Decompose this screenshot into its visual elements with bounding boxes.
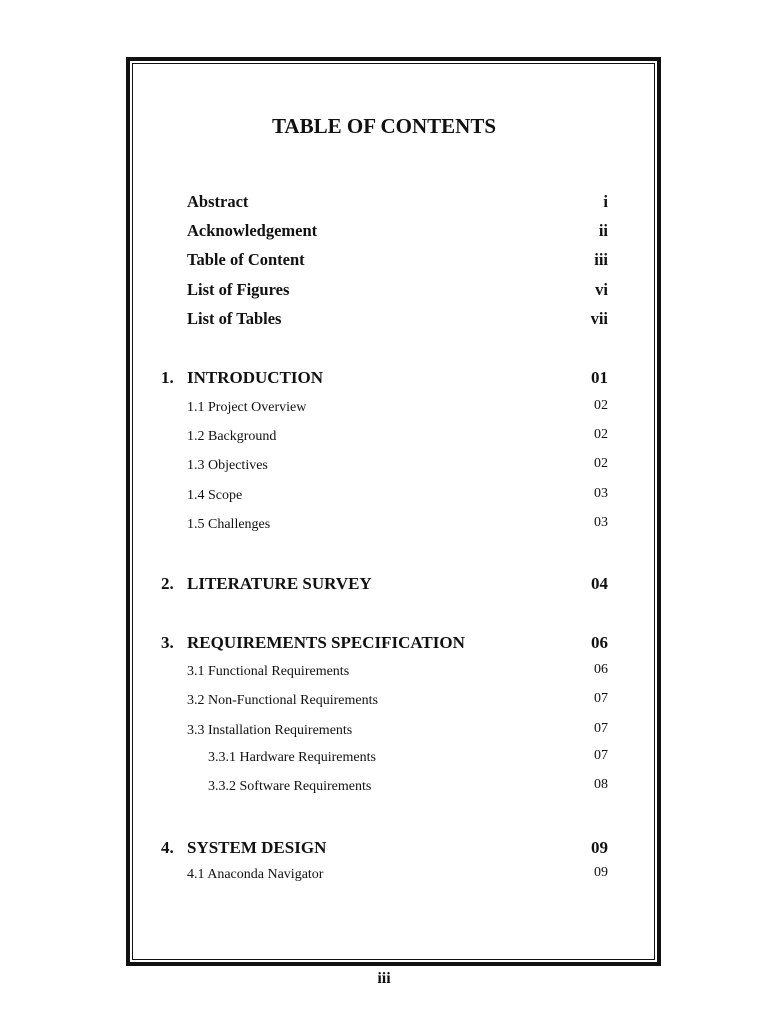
chapter-page: 06 (591, 633, 608, 652)
section-label: 1.2 Background (187, 429, 277, 444)
entry-page: vi (595, 280, 608, 299)
chapter-title: LITERATURE SURVEY (187, 574, 372, 593)
toc-section (0, 400, 768, 422)
section-page: 02 (594, 456, 608, 471)
chapter-number: 3. (161, 633, 174, 652)
chapter-page: 09 (591, 838, 608, 857)
section-label: 3.3 Installation Requirements (187, 723, 353, 738)
chapter-title: INTRODUCTION (187, 368, 324, 387)
subsection-label: 3.3.1 Hardware Requirements (208, 750, 376, 765)
page-number: iii (377, 970, 391, 987)
section-label: 3.1 Functional Requirements (187, 664, 350, 679)
entry-label: List of Figures (187, 280, 290, 299)
toc-entry-front (0, 192, 768, 214)
toc-chapter-heading (0, 368, 768, 390)
section-label: 1.4 Scope (187, 488, 243, 503)
chapter-title: REQUIREMENTS SPECIFICATION (187, 633, 465, 652)
toc-entry-front (0, 309, 768, 331)
entry-page: vii (590, 309, 608, 328)
chapter-number: 2. (161, 574, 174, 593)
entry-label: Abstract (187, 192, 249, 211)
toc-section (0, 458, 768, 480)
section-page: 02 (594, 398, 608, 413)
section-page: 06 (594, 662, 608, 677)
toc-entry-front (0, 221, 768, 243)
toc-subsection (0, 779, 768, 801)
toc-section (0, 517, 768, 539)
toc-title: TABLE OF CONTENTS (271, 114, 497, 138)
chapter-number: 4. (161, 838, 174, 857)
toc-section (0, 664, 768, 686)
toc-chapter-heading (0, 574, 768, 596)
section-page: 07 (594, 691, 608, 706)
subsection-page: 08 (594, 777, 608, 792)
section-label: 3.2 Non-Functional Requirements (187, 693, 378, 708)
toc-subsection (0, 750, 768, 772)
section-page: 02 (594, 427, 608, 442)
chapter-title: SYSTEM DESIGN (187, 838, 327, 857)
chapter-page: 04 (591, 574, 608, 593)
chapter-page: 01 (591, 368, 608, 387)
toc-section (0, 429, 768, 451)
toc-section (0, 723, 768, 745)
section-page: 07 (594, 721, 608, 736)
subsection-label: 3.3.2 Software Requirements (208, 779, 372, 794)
section-page: 09 (594, 865, 608, 880)
section-page: 03 (594, 486, 608, 501)
toc-section (0, 867, 768, 889)
section-page: 03 (594, 515, 608, 530)
entry-page: iii (594, 250, 608, 269)
entry-page: ii (598, 221, 608, 240)
section-label: 1.1 Project Overview (187, 400, 307, 415)
chapter-number: 1. (161, 368, 174, 387)
entry-label: List of Tables (187, 309, 282, 328)
toc-section (0, 693, 768, 715)
subsection-page: 07 (594, 748, 608, 763)
toc-section (0, 488, 768, 510)
section-label: 4.1 Anaconda Navigator (187, 867, 324, 882)
entry-page: i (603, 192, 608, 211)
toc-entry-front (0, 280, 768, 302)
toc-entry-front (0, 250, 768, 272)
toc-chapter-heading (0, 633, 768, 655)
entry-label: Table of Content (187, 250, 305, 269)
entry-label: Acknowledgement (187, 221, 318, 240)
toc-chapter-heading (0, 838, 768, 860)
section-label: 1.3 Objectives (187, 458, 268, 473)
section-label: 1.5 Challenges (187, 517, 271, 532)
